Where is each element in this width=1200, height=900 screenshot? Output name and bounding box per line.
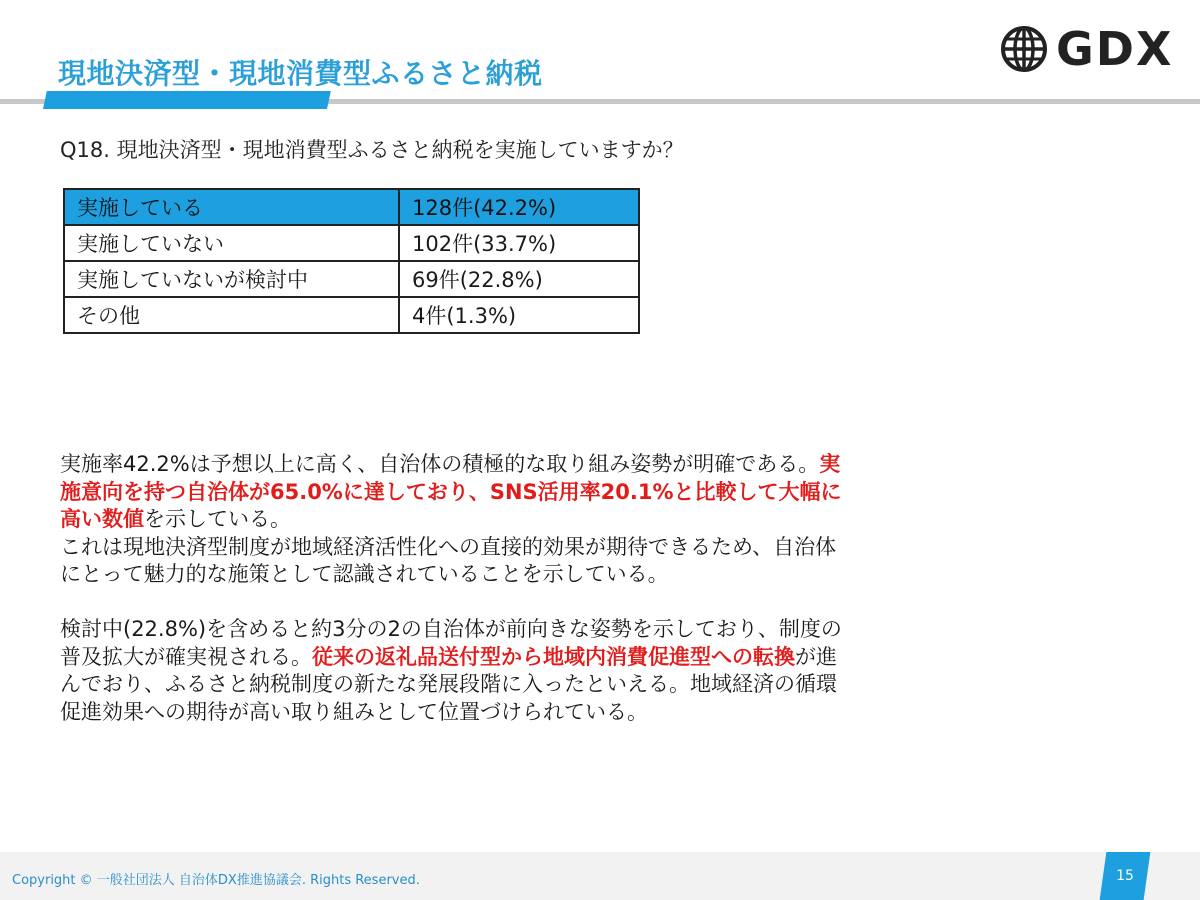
row-value: 128件(42.2%) (399, 189, 639, 225)
row-label: 実施していないが検討中 (64, 261, 399, 297)
question-text: Q18. 現地決済型・現地消費型ふるさと納税を実施していますか？ (60, 138, 684, 162)
page-number: 15 (1116, 868, 1134, 884)
row-label: 実施していない (64, 225, 399, 261)
paragraph-text: これは現地決済型制度が地域経済活性化への直接的効果が期待できるため、自治体にとって魅力的な施策として認識されていることを示している。 (60, 534, 837, 586)
analysis-paragraph-1 (60, 451, 850, 589)
paragraph-text: を示している。 (144, 507, 291, 531)
paragraph-text: が進んでおり、ふるさと納税制度の新たな発展段階に入ったといえる。地域経済の循環促進効果への期待が高い取り組みとして位置づけられている。 (60, 644, 837, 724)
row-value: 69件(22.8%) (399, 261, 639, 297)
emphasis-text: 実施意向を持つ自治体が65.0%に達しており、SNS活用率20.1%と比較して大幅に高い数値 (60, 452, 842, 531)
table-row (64, 261, 639, 297)
paragraph-text: 検討中(22.8%)を含めると約3分の2の自治体が前向きな姿勢を示しており、制度の普及拡大が確実視される。 (60, 617, 842, 669)
copyright-text: Copyright © 一般社団法人 自治体DX推進協議会. Rights Reserved. (12, 873, 420, 888)
gdx-logo (1000, 24, 1173, 74)
row-value: 4件(1.3%) (399, 297, 639, 333)
analysis-paragraph-2 (60, 616, 850, 726)
paragraph-text: 実施率42.2%は予想以上に高く、自治体の積極的な取り組み姿勢が明確である。 (60, 452, 820, 476)
row-label: 実施している (64, 189, 399, 225)
page-title: 現地決済型・現地消費型ふるさと納税 (58, 57, 543, 90)
title-accent-bar (43, 91, 331, 109)
results-table (63, 188, 640, 334)
row-label: その他 (64, 297, 399, 333)
row-value: 102件(33.7%) (399, 225, 639, 261)
table-row (64, 189, 639, 225)
table-row (64, 297, 639, 333)
emphasis-text: 従来の返礼品送付型から地域内消費促進型への転換 (312, 644, 795, 669)
table-row (64, 225, 639, 261)
globe-icon (1000, 25, 1048, 73)
logo-text: GDX (1056, 22, 1174, 76)
